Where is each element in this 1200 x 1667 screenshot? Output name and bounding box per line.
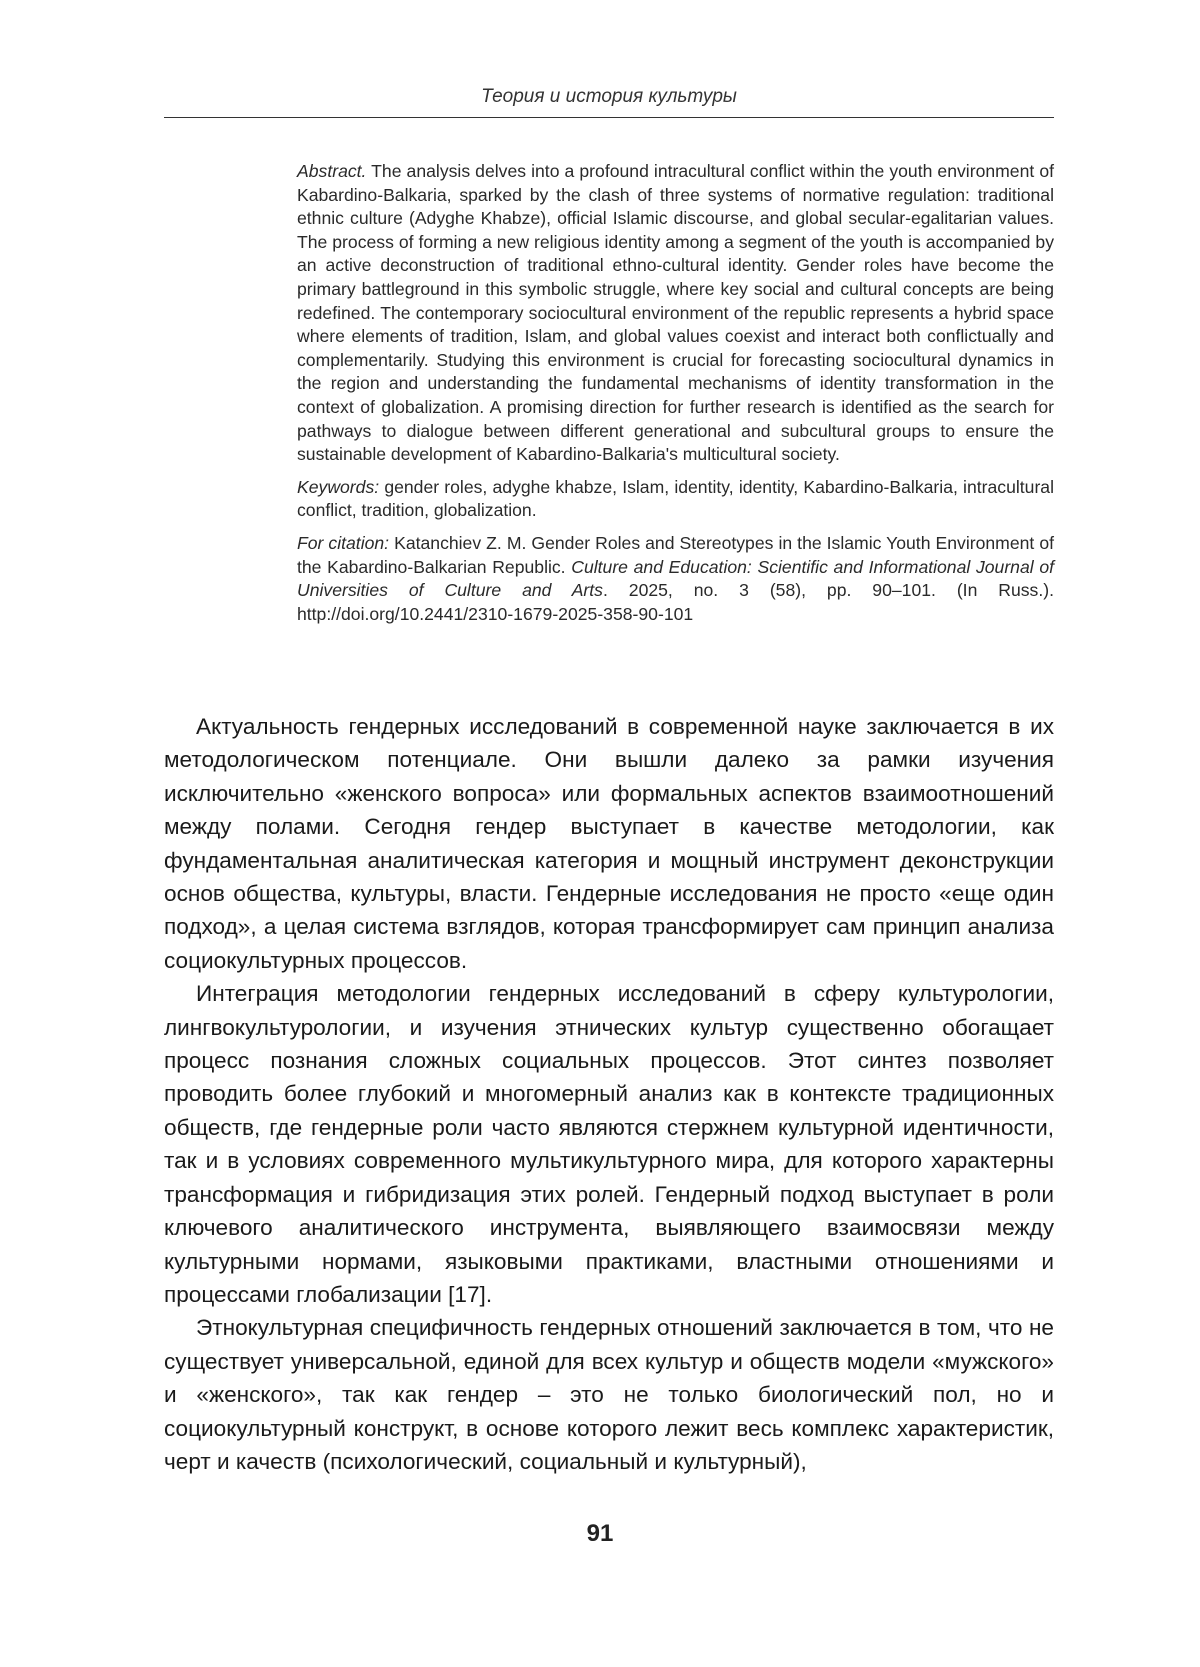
citation-label: For citation: [297,532,390,553]
keywords-text: gender roles, adyghe khabze, Islam, identity, identity, Kabardino-Balkaria, intracultural conflict, tradition, globalization. [297,476,1054,521]
body-paragraph: Актуальность гендерных исследований в современной науке заключается в их методологическом потенциале. Они вышли далеко за рамки изучения исключительно «женского вопроса» или формальных аспектов взаимоотношений между полами. Сегодня гендер выступает в качестве методологии, как фундаментальная аналитическая категория и мощный инструмент деконструкции основ общества, культуры, власти. Гендерные исследования не просто «еще один подход», а целая система взглядов, которая трансформирует сам принцип анализа социокультурных процессов. [164,714,1054,973]
citation-journal: Culture and Education: Scientific and Informational Journal of Universities of Culture and Arts [297,556,1055,601]
citation-paragraph [297,532,1054,626]
running-head: Теория и история культуры [481,86,737,107]
page-number: 91 [586,1520,614,1547]
abstract-block [297,160,1054,635]
abstract-label: Abstract. [297,161,367,181]
body-paragraph: Интеграция методологии гендерных исследований в сферу культурологии, лингвокультурологии, и изучения этнических культур существенно обогащает процесс познания сложных социальных процессов. Этот синтез позволяет проводить более глубокий и многомерный анализ как в контексте традиционных обществ, где гендерные роли часто являются стержнем культурной идентичности, так и в условиях современного мультикультурного мира, для которого характерны трансформация и гибридизация этих ролей. Гендерный подход выступает в роли ключевого аналитического инструмента, выявляющего взаимосвязи между культурными нормами, языковыми практиками, властными отношениями и процессами глобализации [17]. [164,981,1054,1307]
keywords-paragraph [297,476,1054,523]
citation-text: Katanchiev Z. M. Gender Roles and Stereotypes in the Islamic Youth Environment of the Kabardino-Balkarian Republic. [297,532,1054,577]
body-text [164,710,1054,1478]
abstract-text: The analysis delves into a profound intracultural conflict within the youth environment of Kabardino-Balkaria, sparked by the clash of three systems of normative regulation: traditional ethnic culture (Adyghe Khabze), official Islamic discourse, and global secular-egalitarian values. The process of forming a new religious identity among a segment of the youth is accompanied by an active deconstruction of traditional ethno-cultural identity. Gender roles have become the primary battleground in this symbolic struggle, where key social and cultural concepts are being redefined. The contemporary sociocultural environment of the republic represents a hybrid space where elements of tradition, Islam, and global values coexist and interact both conflictually and complementarily. Studying this environment is crucial for forecasting sociocultural dynamics in the region and understanding the fundamental mechanisms of identity transformation in the context of globalization. A promising direction for further research is identified as the search for pathways to dialogue between different generational and subcultural groups to ensure the sustainable development of Kabardino-Balkaria's multicultural society. [297,161,1054,465]
body-paragraph: Этнокультурная специфичность гендерных отношений заключается в том, что не существует универсальной, единой для всех культур и обществ модели «мужского» и «женского», так как гендер – это не только биологический пол, но и социокультурный конструкт, в основе которого лежит весь комплекс характеристик, черт и качеств (психологический, социальный и культурный), [164,1315,1054,1474]
header-rule [164,117,1054,118]
abstract-paragraph [297,160,1054,467]
keywords-label: Keywords: [297,476,380,497]
citation-details: . 2025, no. 3 (58), pp. 90–101. (In Russ.). http://doi.org/10.2441/2310-1679-2025-358-90-101 [297,580,1054,624]
